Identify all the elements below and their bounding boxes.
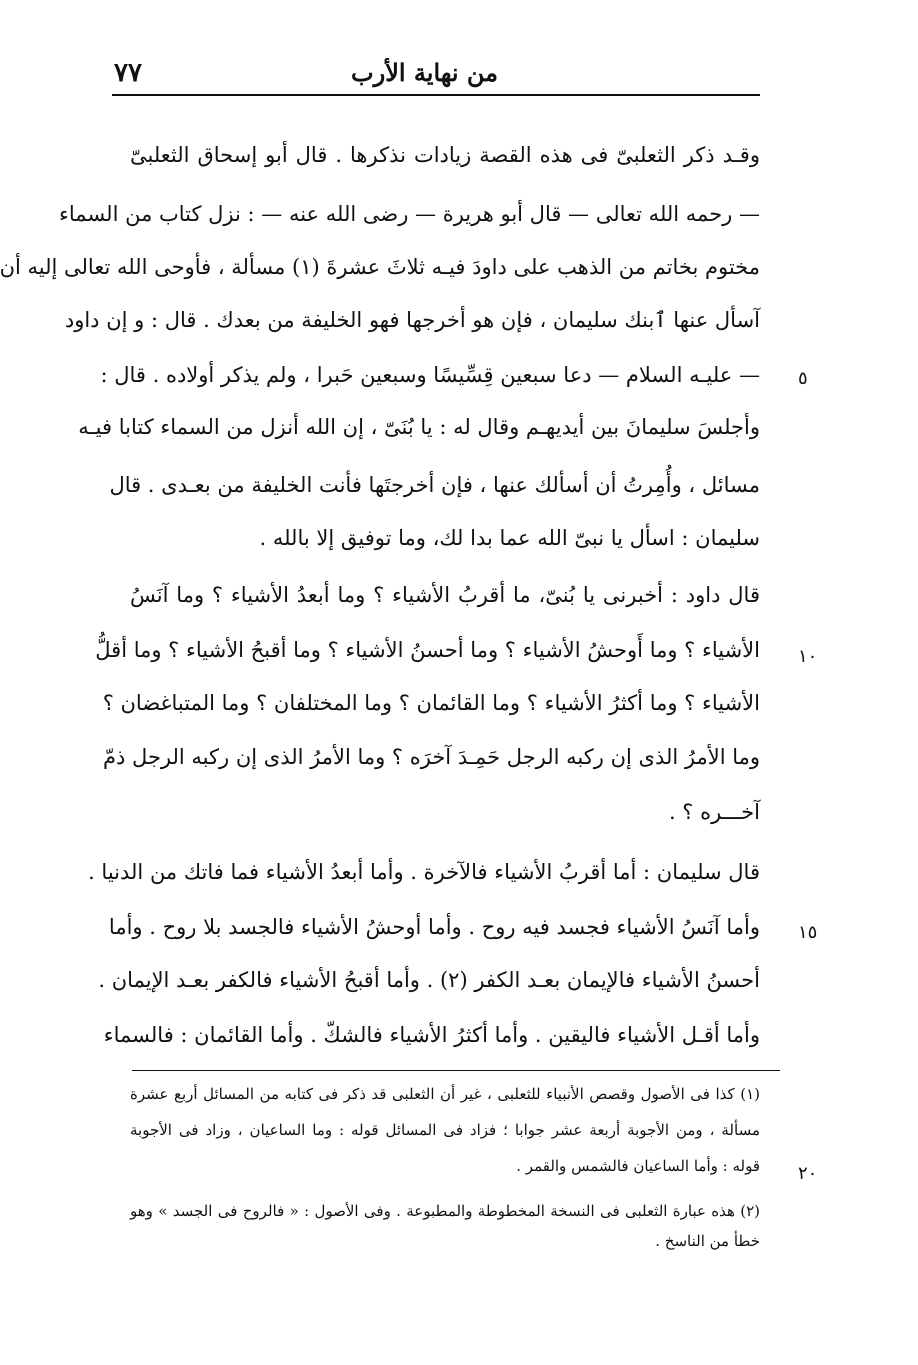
- text-line: وأما آنَسُ الأشياء فجسد فيه روح . وأما أوحشُ الأشياء فالجسد بلا روح . وأما: [108, 915, 760, 939]
- footnote-line: (١) كذا فى الأصول وقصص الأنبياء للثعلبى ، غير أن الثعلبى قد ذكر فى كتابه من المسائل أربع عشرة: [130, 1085, 760, 1103]
- text-line: آخـــره ؟ .: [668, 800, 760, 824]
- text-line: قال داود : أخبرنى يا بُنىّ، ما أقربُ الأشياء ؟ وما أبعدُ الأشياء ؟ وما آنَسُ: [130, 583, 760, 607]
- line-number: ٥: [798, 368, 808, 389]
- header-rule: [112, 94, 760, 96]
- footnote-line: خطأ من الناسخ .: [655, 1232, 760, 1250]
- line-number: ٢٠: [798, 1163, 818, 1184]
- footnote-rule: [132, 1070, 780, 1071]
- footnote-line: مسألة ، ومن الأجوبة أربعة عشر جوابا ؛ فزاد فى المسائل قوله : وما الساعيان ، وزاد فى الأجوبة: [130, 1121, 760, 1139]
- line-number: ١٥: [798, 922, 818, 943]
- text-line: — عليـه السلام — دعا سبعين قِسِّيسًا وسبعين حَبرا ، ولم يذكر أولاده . قال :: [100, 363, 760, 387]
- text-line: آسأل عنها ٱبنك سليمان ، فإن هو أخرجها فهو الخليفة من بعدك . قال : و إن داود: [64, 308, 760, 332]
- footnote-line: قوله : وأما الساعيان فالشمس والقمر .: [516, 1157, 760, 1175]
- text-line: وأجلسَ سليمانَ بين أيديهـم وقال له : يا بُنَىّ ، إن الله أنزل من السماء كتابا فيـه: [78, 415, 760, 439]
- text-line: مسائل ، وأُمِرتُ أن أسألك عنها ، فإن أخرجتَها فأنت الخليفة من بعـدى . قال: [109, 473, 760, 497]
- footnote-line: (٢) هذه عبارة الثعلبى فى النسخة المخطوطة والمطبوعة . وفى الأصول : « فالروح فى الجسد » وهو: [130, 1202, 760, 1220]
- page-number: ٧٧: [114, 58, 142, 88]
- text-line: قال سليمان : أما أقربُ الأشياء فالآخرة . وأما أبعدُ الأشياء فما فاتك من الدنيا .: [88, 860, 760, 884]
- text-line: مختوم بخاتم من الذهب على داودَ فيـه ثلاثَ عشرةَ (١) مسألة ، فأوحى الله تعالى إليه أن: [0, 255, 760, 279]
- text-line: سليمان : اسأل يا نبىّ الله عما بدا لك، وما توفيق إلا بالله .: [259, 526, 760, 550]
- page-header: [112, 58, 760, 94]
- running-title: من نهاية الأرب: [351, 58, 498, 87]
- text-line: — رحمه الله تعالى — قال أبو هريرة — رضى الله عنه — : نزل كتاب من السماء: [59, 202, 760, 226]
- text-line: وأما أقـل الأشياء فاليقين . وأما أكثرُ الأشياء فالشكّ . وأما القائمان : فالسماء: [103, 1023, 760, 1047]
- line-number: ١٠: [798, 646, 818, 667]
- text-line: وقـد ذكر الثعلبىّ فى هذه القصة زيادات نذكرها . قال أبو إسحاق الثعلبىّ: [130, 143, 760, 167]
- text-line: الأشياء ؟ وما أَوحشُ الأشياء ؟ وما أحسنُ الأشياء ؟ وما أقبحُ الأشياء ؟ وما أقلُّ: [95, 638, 760, 662]
- text-line: الأشياء ؟ وما أكثرُ الأشياء ؟ وما القائمان ؟ وما المختلفان ؟ وما المتباغضان ؟: [102, 691, 760, 715]
- text-line: وما الأمرُ الذى إن ركبه الرجل حَمِـدَ آخرَه ؟ وما الأمرُ الذى إن ركبه الرجل ذمّ: [103, 745, 760, 769]
- text-line: أحسنُ الأشياء فالإيمان بعـد الكفر (٢) . وأما أقبحُ الأشياء فالكفر بعـد الإيمان .: [98, 968, 760, 992]
